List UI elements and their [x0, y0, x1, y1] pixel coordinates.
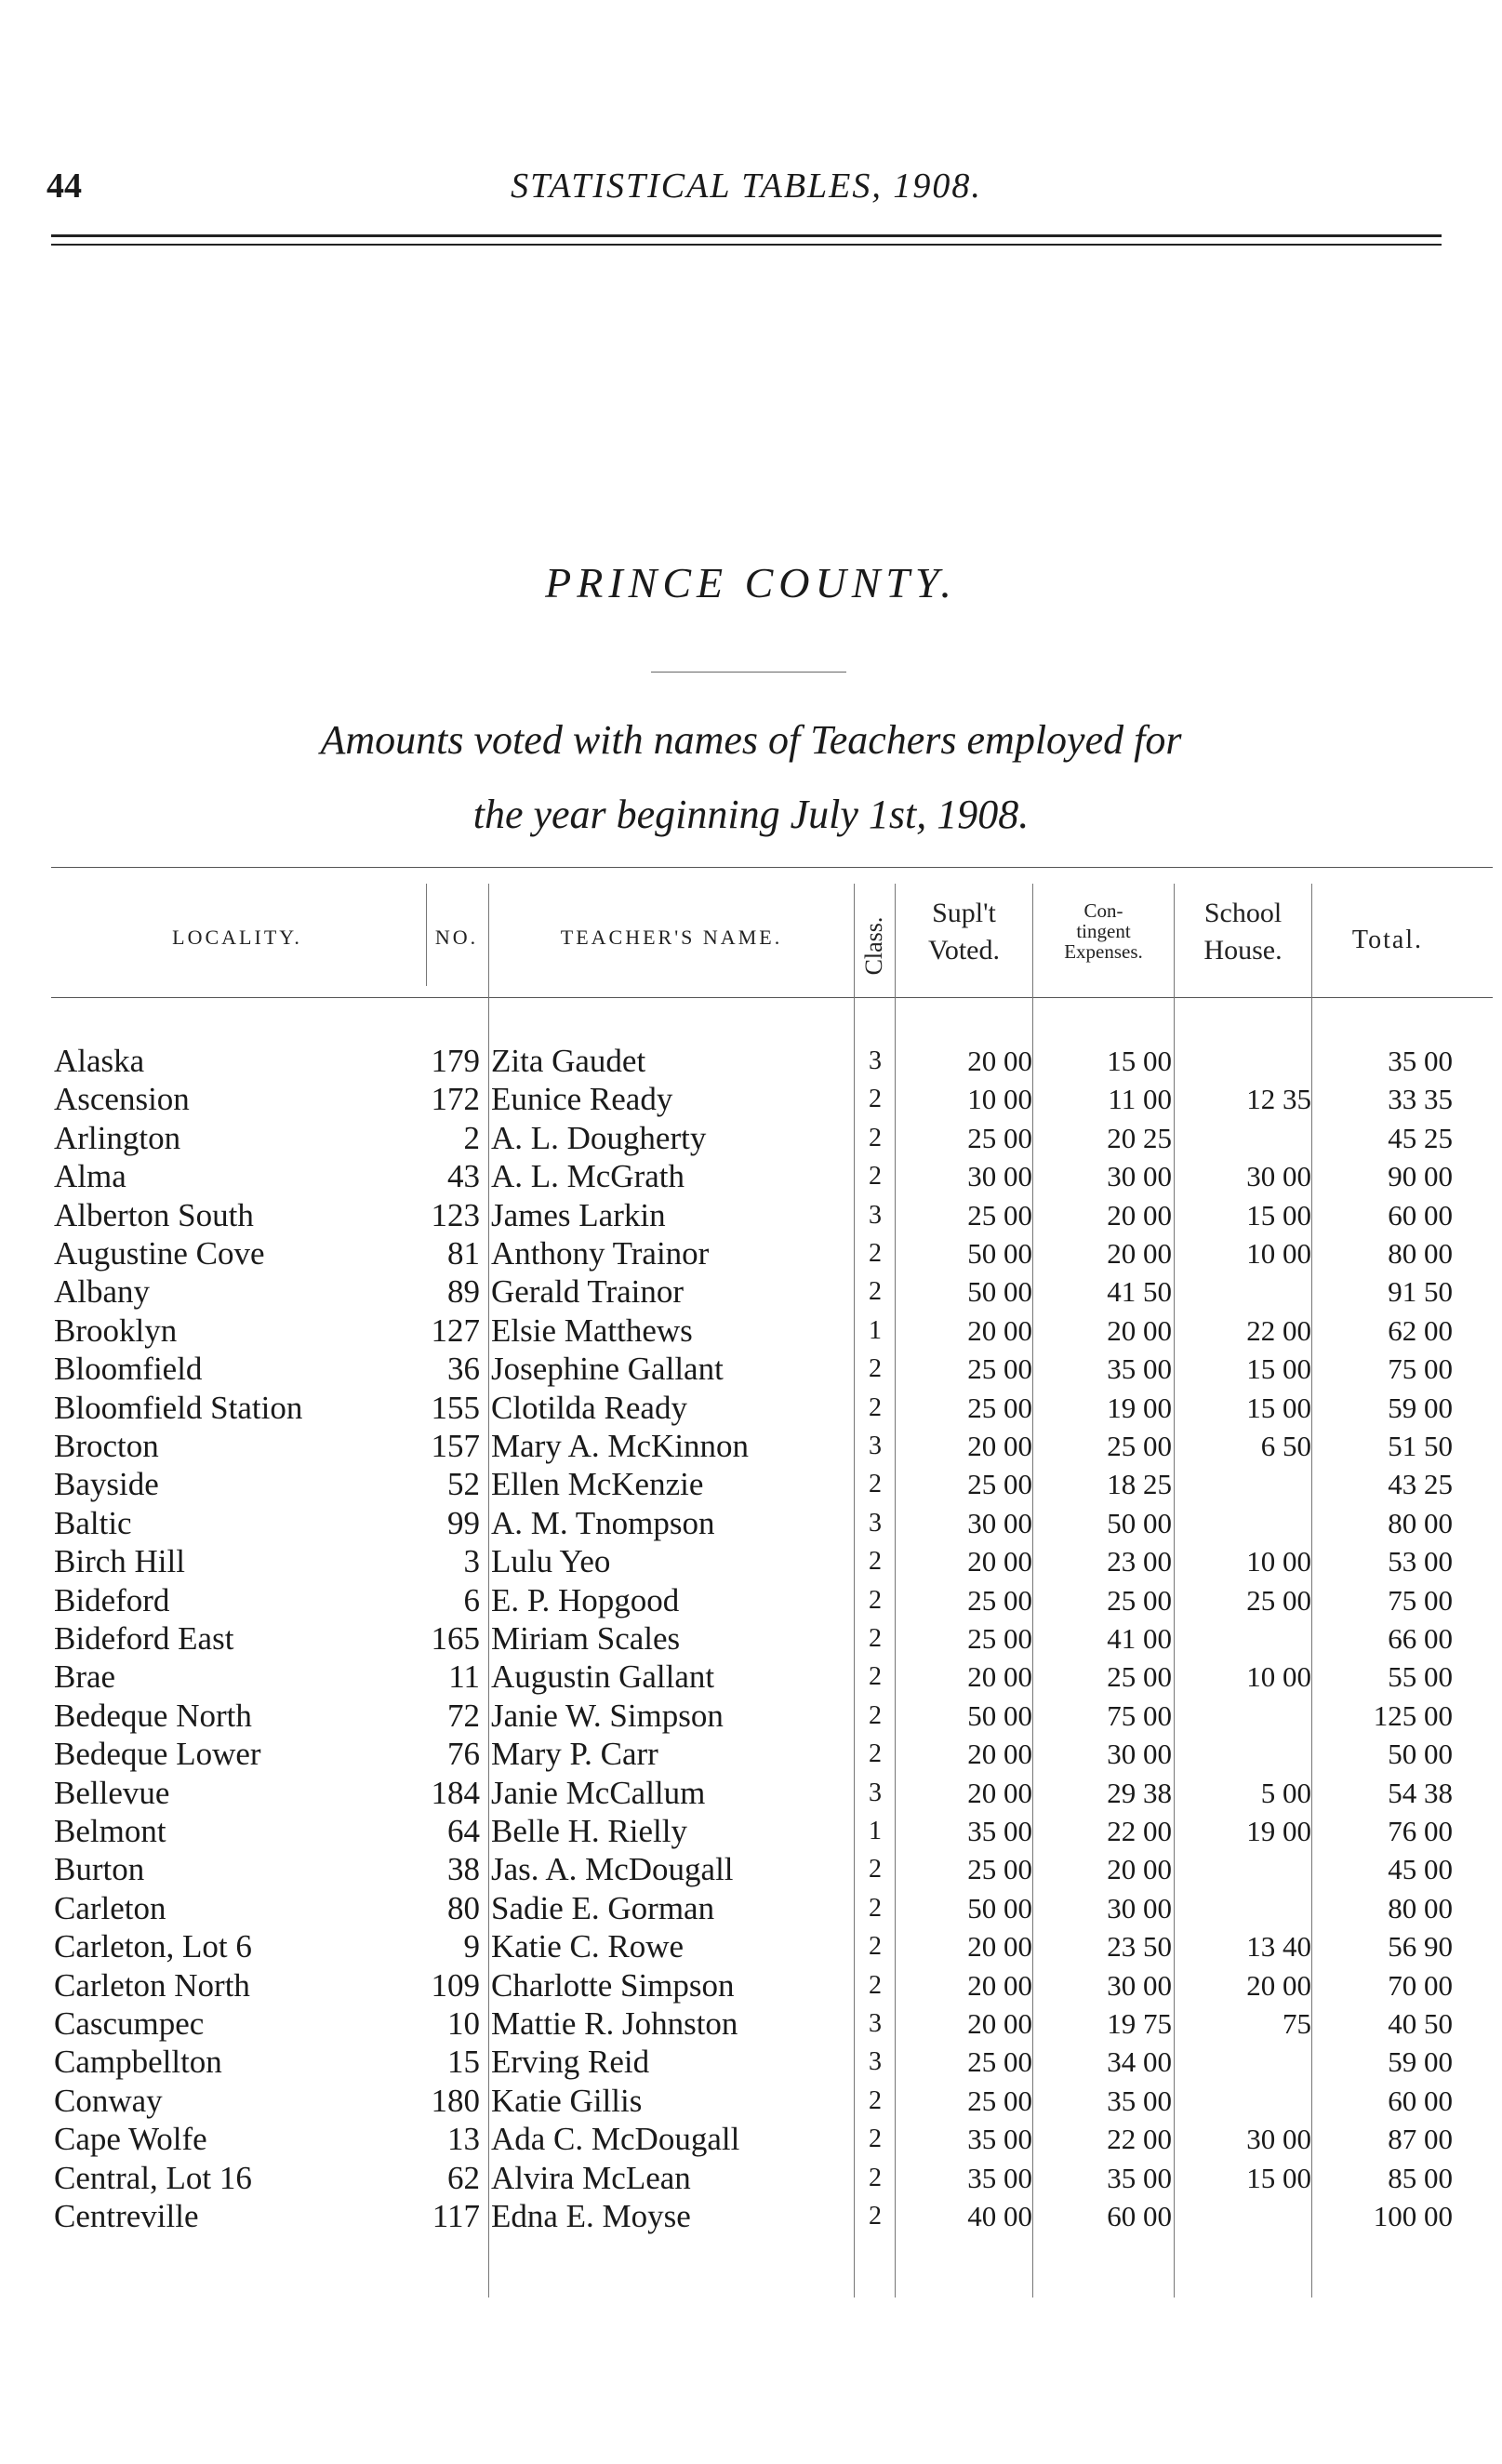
total-cell: 76 00: [1388, 1815, 1453, 1847]
locality-cell: Alaska: [54, 1043, 145, 1079]
number-cell: 80: [447, 1889, 480, 1926]
contingent-cell: 20 00: [1107, 1313, 1172, 1347]
teacher-name-cell: Anthony Trainor: [491, 1235, 710, 1272]
contingent-cell: 22 00: [1107, 1815, 1172, 1847]
supt-voted-cell: 30 00: [967, 1506, 1032, 1539]
school-house-cell: 15 00: [1246, 2161, 1311, 2194]
class-cell: 2: [869, 1662, 882, 1692]
school-house-cell: 12 35: [1246, 1083, 1311, 1116]
number-cell: 15: [447, 2044, 480, 2081]
teacher-name-cell: Zita Gaudet: [491, 1043, 646, 1079]
number-cell: 172: [431, 1081, 480, 1118]
number-cell: 157: [431, 1428, 480, 1464]
total-cell: 56 90: [1388, 1930, 1453, 1964]
total-cell: 80 00: [1388, 1891, 1453, 1925]
class-cell: 3: [869, 1778, 882, 1807]
header-rule-thin: [51, 244, 1442, 246]
number-cell: 38: [447, 1851, 480, 1888]
supt-voted-cell: 25 00: [967, 1468, 1032, 1501]
subtitle-line-1: Amounts voted with names of Teachers employed for: [320, 717, 1182, 763]
table-row: [0, 1735, 1502, 1774]
number-cell: 127: [431, 1312, 480, 1349]
locality-cell: Alma: [54, 1158, 126, 1195]
class-cell: 2: [869, 1085, 882, 1114]
table-row: [0, 1389, 1502, 1428]
locality-cell: Brooklyn: [54, 1312, 178, 1349]
class-cell: 3: [869, 1508, 882, 1538]
supt-voted-cell: 20 00: [967, 2007, 1032, 2040]
table-row: [0, 1542, 1502, 1581]
contingent-cell: 29 38: [1107, 1776, 1172, 1809]
number-cell: 109: [431, 1966, 480, 2004]
total-cell: 55 00: [1388, 1660, 1453, 1694]
class-cell: 2: [869, 1162, 882, 1192]
supt-voted-cell: 25 00: [967, 1391, 1032, 1424]
class-cell: 3: [869, 1046, 882, 1075]
teacher-name-cell: E. P. Hopgood: [491, 1581, 680, 1618]
county-title: PRINCE COUNTY.: [545, 559, 957, 606]
contingent-cell: 25 00: [1107, 1430, 1172, 1462]
class-cell: 2: [869, 1932, 882, 1962]
total-cell: 45 00: [1388, 1853, 1453, 1886]
number-cell: 10: [447, 2005, 480, 2042]
total-cell: 80 00: [1388, 1506, 1453, 1539]
supt-voted-cell: 35 00: [967, 2123, 1032, 2156]
number-cell: 180: [431, 2082, 480, 2119]
class-cell: 2: [869, 1739, 882, 1769]
locality-cell: Centreville: [54, 2198, 199, 2234]
locality-cell: Conway: [54, 2082, 163, 2119]
contingent-line-3: Expenses.: [1064, 940, 1143, 963]
teacher-name-cell: Erving Reid: [491, 2044, 650, 2081]
column-header-total: Total.: [1351, 926, 1424, 954]
contingent-cell: 30 00: [1107, 1160, 1172, 1193]
total-cell: 70 00: [1388, 1968, 1453, 2002]
supt-voted-cell: 25 00: [967, 1121, 1032, 1154]
total-cell: 51 50: [1388, 1430, 1453, 1462]
contingent-cell: 60 00: [1107, 2200, 1172, 2232]
teacher-name-cell: Augustin Gallant: [491, 1658, 715, 1696]
locality-cell: Brocton: [54, 1428, 159, 1464]
number-cell: 64: [447, 1813, 480, 1849]
total-cell: 100 00: [1373, 2200, 1453, 2232]
column-header-school-house: [1176, 895, 1309, 969]
table-row: [0, 1427, 1502, 1466]
contingent-cell: 19 00: [1107, 1391, 1172, 1424]
table-row: [0, 2159, 1502, 2198]
supt-voted-cell: 25 00: [967, 1583, 1032, 1617]
school-house-cell: 25 00: [1246, 1583, 1311, 1617]
class-cell: 2: [869, 1354, 882, 1384]
total-cell: 80 00: [1388, 1237, 1453, 1270]
contingent-cell: 11 00: [1108, 1083, 1172, 1116]
number-cell: 62: [447, 2159, 480, 2196]
class-cell: 3: [869, 2009, 882, 2038]
supt-voted-cell: 20 00: [967, 1660, 1032, 1694]
supt-voted-cell: 50 00: [967, 1275, 1032, 1309]
class-cell: 3: [869, 2047, 882, 2077]
table-row: [0, 1850, 1502, 1889]
class-cell: 2: [869, 1277, 882, 1307]
table-row: [0, 1812, 1502, 1851]
number-cell: 89: [447, 1273, 480, 1311]
supt-voted-cell: 35 00: [967, 2161, 1032, 2194]
supt-line-1: Supl't: [932, 898, 996, 928]
teacher-name-cell: Elsie Matthews: [491, 1312, 693, 1349]
locality-cell: Bayside: [54, 1466, 159, 1503]
teacher-name-cell: Gerald Trainor: [491, 1273, 685, 1311]
class-cell: 2: [869, 1239, 882, 1268]
locality-cell: Central, Lot 16: [54, 2159, 252, 2196]
school-house-cell: 15 00: [1246, 1198, 1311, 1232]
teacher-name-cell: Clotilda Ready: [491, 1389, 687, 1426]
locality-cell: Ascension: [54, 1081, 190, 1118]
supt-voted-cell: 20 00: [967, 1776, 1032, 1809]
locality-cell: Carleton: [54, 1889, 166, 1926]
contingent-cell: 15 00: [1107, 1045, 1172, 1077]
school-house-cell: 5 00: [1260, 1776, 1311, 1809]
running-header: [47, 166, 1446, 212]
locality-cell: Burton: [54, 1851, 145, 1888]
class-cell: 2: [869, 1855, 882, 1885]
school-house-cell: 19 00: [1246, 1815, 1311, 1847]
teacher-name-cell: Jas. A. McDougall: [491, 1851, 734, 1888]
total-cell: 75 00: [1388, 1352, 1453, 1386]
table-row: [0, 1119, 1502, 1158]
school-house-cell: 6 50: [1260, 1430, 1311, 1462]
class-cell: 2: [869, 1123, 882, 1152]
contingent-cell: 41 50: [1107, 1275, 1172, 1309]
locality-cell: Cascumpec: [54, 2005, 205, 2042]
locality-cell: Alberton South: [54, 1196, 254, 1233]
table-row: [0, 1234, 1502, 1273]
locality-cell: Bloomfield: [54, 1351, 203, 1388]
supt-line-2: Voted.: [928, 935, 1000, 966]
locality-cell: Belmont: [54, 1813, 166, 1849]
number-cell: 2: [463, 1119, 480, 1156]
contingent-cell: 23 00: [1107, 1545, 1172, 1578]
supt-voted-cell: 50 00: [967, 1698, 1032, 1732]
supt-voted-cell: 20 00: [967, 1968, 1032, 2002]
contingent-cell: 34 00: [1107, 2045, 1172, 2079]
class-cell: 2: [869, 1585, 882, 1615]
number-cell: 155: [431, 1389, 480, 1426]
contingent-cell: 30 00: [1107, 1891, 1172, 1925]
supt-voted-cell: 35 00: [967, 1815, 1032, 1847]
page-number: 44: [47, 166, 82, 206]
contingent-cell: 23 50: [1107, 1930, 1172, 1964]
school-line-2: House.: [1203, 935, 1283, 966]
contingent-cell: 25 00: [1107, 1583, 1172, 1617]
supt-voted-cell: 20 00: [967, 1930, 1032, 1964]
column-header-locality: LOCALITY.: [172, 926, 302, 949]
table-row: [0, 1350, 1502, 1389]
teacher-name-cell: A. M. Tnompson: [491, 1504, 715, 1541]
locality-cell: Bedeque North: [54, 1697, 252, 1734]
class-cell: 1: [869, 1817, 882, 1845]
class-cell: 2: [869, 1392, 882, 1422]
total-cell: 62 00: [1388, 1313, 1453, 1347]
total-cell: 50 00: [1388, 1738, 1453, 1771]
supt-voted-cell: 40 00: [967, 2200, 1032, 2232]
contingent-line-2: tingent: [1076, 920, 1131, 942]
column-header-supt: [897, 895, 1030, 969]
number-cell: 165: [431, 1620, 480, 1657]
table-row: [0, 2120, 1502, 2159]
teacher-name-cell: Mary A. McKinnon: [491, 1428, 750, 1464]
teacher-name-cell: Lulu Yeo: [491, 1543, 611, 1580]
column-header-contingent: [1035, 900, 1172, 962]
supt-voted-cell: 25 00: [967, 1853, 1032, 1886]
number-cell: 179: [431, 1043, 480, 1079]
title-divider: [651, 672, 846, 673]
total-cell: 54 38: [1388, 1776, 1453, 1809]
supt-voted-cell: 25 00: [967, 1622, 1032, 1655]
table-row: [0, 1658, 1502, 1697]
teacher-name-cell: Alvira McLean: [491, 2159, 691, 2196]
table-row: [0, 1196, 1502, 1235]
locality-cell: Augustine Cove: [54, 1235, 265, 1272]
teacher-name-cell: Janie McCallum: [491, 1774, 706, 1811]
teacher-name-cell: James Larkin: [491, 1196, 666, 1233]
table-row: [0, 1157, 1502, 1196]
class-cell: 2: [869, 2085, 882, 2115]
contingent-cell: 35 00: [1107, 2161, 1172, 2194]
locality-cell: Carleton, Lot 6: [54, 1928, 252, 1965]
total-cell: 43 25: [1388, 1468, 1453, 1501]
column-header-class: Class.: [860, 916, 887, 976]
total-cell: 91 50: [1388, 1275, 1453, 1309]
table-row: [0, 2082, 1502, 2121]
contingent-cell: 18 25: [1107, 1468, 1172, 1501]
teacher-name-cell: Eunice Ready: [491, 1081, 673, 1118]
class-cell: 2: [869, 1470, 882, 1499]
table-row: [0, 1619, 1502, 1658]
number-cell: 123: [431, 1196, 480, 1233]
supt-voted-cell: 25 00: [967, 2045, 1032, 2079]
teacher-name-cell: Charlotte Simpson: [491, 1966, 735, 2004]
class-cell: 2: [869, 2163, 882, 2192]
teacher-name-cell: Belle H. Rielly: [491, 1813, 687, 1849]
contingent-cell: 20 25: [1107, 1121, 1172, 1154]
total-cell: 40 50: [1388, 2007, 1453, 2040]
school-house-cell: 20 00: [1246, 1968, 1311, 2002]
class-cell: 3: [869, 1432, 882, 1460]
number-cell: 3: [463, 1543, 480, 1580]
number-cell: 117: [432, 2198, 480, 2234]
total-cell: 59 00: [1388, 2045, 1453, 2079]
supt-voted-cell: 50 00: [967, 1891, 1032, 1925]
teacher-name-cell: A. L. McGrath: [491, 1158, 685, 1195]
total-cell: 87 00: [1388, 2123, 1453, 2156]
number-cell: 81: [447, 1235, 480, 1272]
supt-voted-cell: 25 00: [967, 1352, 1032, 1386]
school-house-cell: 30 00: [1246, 2123, 1311, 2156]
class-cell: 2: [869, 1893, 882, 1923]
class-cell: 2: [869, 1700, 882, 1730]
contingent-cell: 35 00: [1107, 1352, 1172, 1386]
supt-voted-cell: 25 00: [967, 2084, 1032, 2117]
supt-voted-cell: 30 00: [967, 1160, 1032, 1193]
table-row: [0, 2043, 1502, 2082]
teacher-name-cell: Katie C. Rowe: [491, 1928, 685, 1965]
contingent-cell: 20 00: [1107, 1198, 1172, 1232]
teacher-name-cell: Ada C. McDougall: [491, 2121, 740, 2158]
contingent-cell: 19 75: [1107, 2007, 1172, 2040]
supt-voted-cell: 10 00: [967, 1083, 1032, 1116]
table-top-rule: [51, 867, 1493, 868]
supt-voted-cell: 20 00: [967, 1045, 1032, 1077]
class-cell: 2: [869, 1547, 882, 1577]
table-row: [0, 1465, 1502, 1504]
school-house-cell: 22 00: [1246, 1313, 1311, 1347]
class-cell: 2: [869, 1624, 882, 1653]
contingent-cell: 20 00: [1107, 1237, 1172, 1270]
column-divider: [426, 884, 427, 986]
class-cell: 2: [869, 2124, 882, 2154]
locality-cell: Birch Hill: [54, 1543, 185, 1580]
table-row: [0, 1927, 1502, 1966]
teacher-name-cell: Janie W. Simpson: [491, 1697, 724, 1734]
teacher-name-cell: Mattie R. Johnston: [491, 2005, 738, 2042]
school-house-cell: 13 40: [1246, 1930, 1311, 1964]
table-row: [0, 1889, 1502, 1928]
school-line-1: School: [1203, 898, 1283, 928]
locality-cell: Bideford: [54, 1581, 170, 1618]
locality-cell: Campbellton: [54, 2044, 222, 2081]
class-cell: 1: [869, 1315, 882, 1345]
supt-voted-cell: 20 00: [967, 1545, 1032, 1578]
contingent-line-1: Con-: [1083, 899, 1123, 922]
total-cell: 85 00: [1388, 2161, 1453, 2194]
running-title: STATISTICAL TABLES, 1908.: [511, 166, 982, 206]
total-cell: 35 00: [1388, 1045, 1453, 1077]
number-cell: 52: [447, 1466, 480, 1503]
table-row: [0, 1312, 1502, 1351]
column-header-teacher: TEACHER'S NAME.: [560, 926, 783, 949]
table-row: [0, 1697, 1502, 1736]
locality-cell: Bloomfield Station: [54, 1389, 303, 1426]
teacher-name-cell: Edna E. Moyse: [491, 2198, 691, 2234]
locality-cell: Cape Wolfe: [54, 2121, 207, 2158]
total-cell: 60 00: [1388, 1198, 1453, 1232]
column-header-no: NO.: [434, 926, 479, 949]
school-house-cell: 15 00: [1246, 1352, 1311, 1386]
total-cell: 33 35: [1388, 1083, 1453, 1116]
table-row: [0, 1504, 1502, 1543]
locality-cell: Bedeque Lower: [54, 1736, 261, 1773]
locality-cell: Albany: [54, 1273, 151, 1311]
table-row: [0, 1272, 1502, 1312]
supt-voted-cell: 20 00: [967, 1430, 1032, 1462]
supt-voted-cell: 20 00: [967, 1313, 1032, 1347]
school-house-cell: 10 00: [1246, 1545, 1311, 1578]
number-cell: 43: [447, 1158, 480, 1195]
total-cell: 60 00: [1388, 2084, 1453, 2117]
contingent-cell: 20 00: [1107, 1853, 1172, 1886]
total-cell: 53 00: [1388, 1545, 1453, 1578]
total-cell: 45 25: [1388, 1121, 1453, 1154]
contingent-cell: 50 00: [1107, 1506, 1172, 1539]
table-row: [0, 2004, 1502, 2044]
contingent-cell: 22 00: [1107, 2123, 1172, 2156]
table-row: [0, 1774, 1502, 1813]
number-cell: 36: [447, 1351, 480, 1388]
school-house-cell: 75: [1283, 2007, 1311, 2040]
table-row: [0, 1581, 1502, 1620]
supt-voted-cell: 50 00: [967, 1237, 1032, 1270]
table-row: [0, 1080, 1502, 1119]
supt-voted-cell: 20 00: [967, 1738, 1032, 1771]
teacher-name-cell: Ellen McKenzie: [491, 1466, 704, 1503]
subtitle-line-2: the year beginning July 1st, 1908.: [472, 792, 1030, 837]
contingent-cell: 30 00: [1107, 1968, 1172, 2002]
contingent-cell: 30 00: [1107, 1738, 1172, 1771]
contingent-cell: 25 00: [1107, 1660, 1172, 1694]
total-cell: 125 00: [1373, 1698, 1453, 1732]
table-row: [0, 2197, 1502, 2236]
header-rule-thick: [51, 234, 1442, 237]
total-cell: 66 00: [1388, 1622, 1453, 1655]
number-cell: 76: [447, 1736, 480, 1773]
contingent-cell: 41 00: [1107, 1622, 1172, 1655]
number-cell: 9: [463, 1928, 480, 1965]
locality-cell: Bellevue: [54, 1774, 170, 1811]
number-cell: 13: [447, 2121, 480, 2158]
number-cell: 72: [447, 1697, 480, 1734]
school-house-cell: 10 00: [1246, 1237, 1311, 1270]
school-house-cell: 10 00: [1246, 1660, 1311, 1694]
total-cell: 59 00: [1388, 1391, 1453, 1424]
table-row: [0, 1042, 1502, 1081]
number-cell: 6: [463, 1581, 480, 1618]
school-house-cell: 15 00: [1246, 1391, 1311, 1424]
teacher-name-cell: Miriam Scales: [491, 1620, 681, 1657]
supt-voted-cell: 25 00: [967, 1198, 1032, 1232]
class-cell: 2: [869, 1970, 882, 2000]
locality-cell: Arlington: [54, 1119, 181, 1156]
contingent-cell: 35 00: [1107, 2084, 1172, 2117]
number-cell: 184: [431, 1774, 480, 1811]
teacher-name-cell: A. L. Dougherty: [491, 1119, 707, 1156]
locality-cell: Bideford East: [54, 1620, 234, 1657]
locality-cell: Carleton North: [54, 1966, 250, 2004]
class-cell: 2: [869, 2202, 882, 2231]
total-cell: 90 00: [1388, 1160, 1453, 1193]
teacher-name-cell: Josephine Gallant: [491, 1351, 724, 1388]
number-cell: 11: [448, 1658, 480, 1696]
locality-cell: Brae: [54, 1658, 116, 1696]
table-header-rule: [51, 997, 1493, 998]
locality-cell: Baltic: [54, 1504, 132, 1541]
contingent-cell: 75 00: [1107, 1698, 1172, 1732]
teacher-name-cell: Katie Gillis: [491, 2082, 643, 2119]
teacher-name-cell: Mary P. Carr: [491, 1736, 658, 1773]
teacher-name-cell: Sadie E. Gorman: [491, 1889, 715, 1926]
total-cell: 75 00: [1388, 1583, 1453, 1617]
table-row: [0, 1966, 1502, 2005]
class-cell: 3: [869, 1200, 882, 1230]
number-cell: 99: [447, 1504, 480, 1541]
school-house-cell: 30 00: [1246, 1160, 1311, 1193]
